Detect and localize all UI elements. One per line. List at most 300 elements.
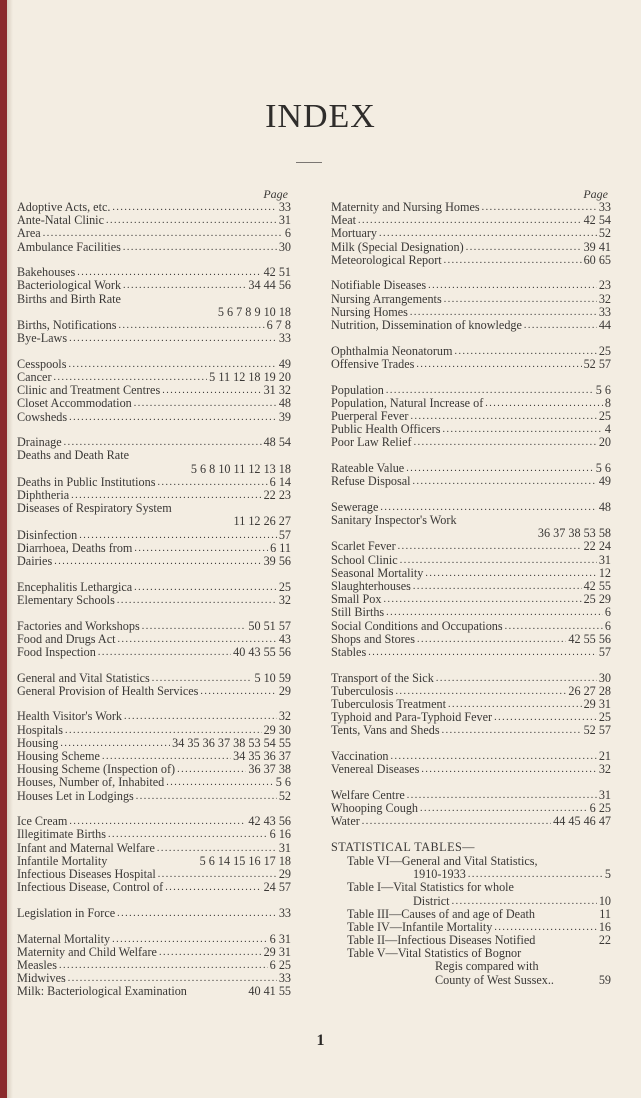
index-entry-label: Rateable Value xyxy=(331,460,405,475)
dot-leader xyxy=(494,920,596,934)
dot-leader xyxy=(79,528,277,542)
index-entry-pages-continued: 11 12 26 27 xyxy=(233,514,291,529)
dot-leader xyxy=(136,789,277,803)
index-entry-label: Cesspools xyxy=(17,356,67,371)
index-entry-label: Houses, Number of, Inhabited xyxy=(17,775,165,790)
dot-leader xyxy=(159,945,262,959)
index-entry-label: Nursing Arrangements xyxy=(331,291,442,306)
dot-leader xyxy=(59,958,268,972)
dot-leader xyxy=(157,475,267,489)
index-entry-label: Elementary Schools xyxy=(17,592,115,607)
index-entry-pages: 10 xyxy=(598,893,611,908)
dot-leader xyxy=(414,435,597,449)
index-entry-pages: 22 23 xyxy=(263,488,291,503)
index-entry-pages: 43 xyxy=(278,631,291,646)
dot-leader xyxy=(442,723,582,737)
index-entry-label: Public Health Officers xyxy=(331,422,441,437)
index-entry xyxy=(331,358,611,371)
index-entry-pages: 33 xyxy=(598,199,611,214)
index-entry-label: Births and Birth Rate xyxy=(17,291,121,306)
statistical-tables-list xyxy=(331,855,611,987)
index-entry-pages: 52 xyxy=(598,226,611,241)
index-entry-label: Stables xyxy=(331,644,367,659)
dot-leader xyxy=(444,253,582,267)
index-entry-label: Table V—Vital Statistics of Bognor xyxy=(347,946,522,961)
index-entry-label: Social Conditions and Occupations xyxy=(331,618,503,633)
dot-leader xyxy=(396,684,567,698)
dot-leader xyxy=(379,226,597,240)
index-entry-pages: 5 6 14 15 16 17 18 xyxy=(199,853,291,868)
index-list-right xyxy=(331,201,611,841)
dot-leader xyxy=(442,422,602,436)
dot-leader xyxy=(436,671,597,685)
index-entry-label: Refuse Disposal xyxy=(331,474,411,489)
index-entry-pages: 24 57 xyxy=(263,880,291,895)
dot-leader xyxy=(69,331,277,345)
index-entry xyxy=(331,254,611,267)
index-entry-pages: 57 xyxy=(598,644,611,659)
index-entry-label: Welfare Centre xyxy=(331,787,405,802)
index-entry-pages: 33 xyxy=(278,331,291,346)
index-entry-label: Births, Notifications xyxy=(17,317,117,332)
index-entry-pages: 39 56 xyxy=(263,553,291,568)
index-entry-label: Encephalitis Lethargica xyxy=(17,579,133,594)
dot-leader xyxy=(162,383,261,397)
dot-leader xyxy=(383,592,581,606)
index-entry-pages: 48 xyxy=(598,499,611,514)
index-entry-label: General Provision of Health Services xyxy=(17,683,199,698)
index-entry-pages: 40 43 55 56 xyxy=(233,644,291,659)
index-entry-pages: 48 54 xyxy=(263,435,291,450)
index-entry-pages: 31 xyxy=(598,787,611,802)
index-entry-pages: 25 xyxy=(278,579,291,594)
dot-leader xyxy=(452,894,597,908)
dot-leader xyxy=(134,580,277,594)
index-entry-label: Scarlet Fever xyxy=(331,539,396,554)
index-entry-label: Maternity and Child Welfare xyxy=(17,944,157,959)
index-entry-label: Bye-Laws xyxy=(17,331,68,346)
index-entry-pages-continued: 36 37 38 53 58 xyxy=(537,526,611,541)
index-entry-label: Population, Natural Increase of xyxy=(331,395,484,410)
index-entry-pages: 29 xyxy=(278,683,291,698)
dot-leader xyxy=(68,357,276,371)
index-entry-pages: 5 10 59 xyxy=(254,670,291,685)
page-gutter-shadow xyxy=(7,0,13,1098)
index-entry-label: Nutrition, Dissemination of knowledge xyxy=(331,317,522,332)
index-entry-label: 1910-1933 xyxy=(413,867,466,882)
index-entry-pages: 33 xyxy=(278,905,291,920)
index-entry-pages: 32 xyxy=(598,291,611,306)
index-entry-label: Meat xyxy=(331,213,357,228)
dot-leader xyxy=(65,723,262,737)
index-entry-label: Table III—Causes of and age of Death xyxy=(347,906,535,921)
dot-leader xyxy=(165,880,261,894)
dot-leader xyxy=(112,200,276,214)
dot-leader xyxy=(158,867,277,881)
index-entry-label: Food and Drugs Act xyxy=(17,631,116,646)
dot-leader xyxy=(98,645,231,659)
index-entry xyxy=(331,815,611,828)
index-entry-pages: 42 51 xyxy=(263,265,291,280)
index-entry-label: Dairies xyxy=(17,553,53,568)
index-entry-label: Puerperal Fever xyxy=(331,408,409,423)
index-entry-pages: 11 xyxy=(599,906,611,921)
dot-leader xyxy=(54,370,208,384)
index-entry-pages: 59 xyxy=(598,972,611,987)
index-entry-pages: 32 xyxy=(278,592,291,607)
index-entry-label: Ice Cream xyxy=(17,814,68,829)
index-entry xyxy=(17,881,291,894)
page-title: INDEX xyxy=(265,98,376,135)
index-entry-label: Diphtheria xyxy=(17,488,70,503)
dot-leader xyxy=(117,593,277,607)
index-entry-pages: 22 xyxy=(598,933,611,948)
dot-leader xyxy=(60,736,170,750)
index-entry-label: School Clinic xyxy=(331,552,398,567)
index-entry-pages: 4 xyxy=(604,422,611,437)
index-entry-label: Sewerage xyxy=(331,499,379,514)
page-column-header: Page xyxy=(263,187,288,201)
index-entry-label: Table II—Infectious Diseases Notified xyxy=(347,933,536,948)
index-entry-label: Transport of the Sick xyxy=(331,670,434,685)
index-entry-pages: 23 xyxy=(598,278,611,293)
dot-leader xyxy=(410,305,597,319)
index-entry xyxy=(17,594,291,607)
index-entry-label: Clinic and Treatment Centres xyxy=(17,383,161,398)
dot-leader xyxy=(425,566,596,580)
index-entry xyxy=(17,293,291,306)
dot-leader xyxy=(77,265,261,279)
dot-leader xyxy=(117,906,277,920)
dot-leader xyxy=(362,814,551,828)
index-entry-label: Poor Law Relief xyxy=(331,435,412,450)
index-entry-pages: 60 65 xyxy=(583,252,611,267)
index-entry-pages: 29 31 xyxy=(583,696,611,711)
dot-leader xyxy=(71,488,261,502)
index-entry-pages: 49 xyxy=(598,474,611,489)
dot-leader xyxy=(112,932,268,946)
index-entry-pages: 25 xyxy=(598,408,611,423)
index-entry-label: Population xyxy=(331,382,384,397)
dot-leader xyxy=(468,867,603,881)
index-entry-pages: 49 xyxy=(278,356,291,371)
page-number: 1 xyxy=(316,1032,325,1049)
dot-leader xyxy=(466,240,582,254)
index-entry-pages: 52 57 xyxy=(583,356,611,371)
index-entry-label: Table IV—Infantile Mortality xyxy=(347,919,493,934)
index-entry-label: Diseases of Respiratory System xyxy=(17,501,172,516)
index-entry-pages: 52 xyxy=(278,788,291,803)
dot-leader xyxy=(386,383,594,397)
index-entry xyxy=(331,436,611,449)
index-entry-pages: 8 xyxy=(604,395,611,410)
index-entry-label: Deaths in Public Institutions xyxy=(17,474,156,489)
index-entry xyxy=(17,411,291,424)
index-entry-pages: 6 31 xyxy=(269,931,291,946)
dot-leader xyxy=(134,396,277,410)
index-entry-label: Whooping Cough xyxy=(331,801,419,816)
index-entry xyxy=(17,332,291,345)
dot-leader xyxy=(391,749,597,763)
index-entry-pages: 44 xyxy=(598,317,611,332)
index-entry-label: Factories and Workshops xyxy=(17,618,140,633)
index-entry-label: Slaughterhouses xyxy=(331,578,411,593)
dot-leader xyxy=(524,318,597,332)
index-entry-label: Drainage xyxy=(17,435,62,450)
index-entry-label: Still Births xyxy=(331,605,385,620)
dot-leader xyxy=(43,226,283,240)
index-entry-pages: 42 43 56 xyxy=(248,814,291,829)
index-entry-label: Ophthalmia Neonatorum xyxy=(331,343,453,358)
index-entry xyxy=(347,895,611,908)
index-entry-label: Notifiable Diseases xyxy=(331,278,427,293)
index-entry-pages: 31 xyxy=(278,213,291,228)
index-entry-pages: 6 25 xyxy=(589,801,611,816)
dot-leader xyxy=(54,554,261,568)
index-entry-label: Houses Let in Lodgings xyxy=(17,788,134,803)
index-entry xyxy=(331,475,611,488)
dot-leader xyxy=(448,697,582,711)
index-entry-pages: 25 xyxy=(598,343,611,358)
index-entry xyxy=(17,450,291,463)
index-entry-pages: 32 xyxy=(598,762,611,777)
index-entry-pages: 42 55 xyxy=(583,578,611,593)
index-entry-pages: 31 xyxy=(278,840,291,855)
index-entry-pages: 33 xyxy=(598,304,611,319)
index-entry-label: Illegitimate Births xyxy=(17,827,107,842)
index-entry-label: Housing xyxy=(17,735,59,750)
dot-leader xyxy=(123,278,246,292)
index-entry-pages: 16 xyxy=(598,919,611,934)
index-entry-pages: 34 35 36 37 xyxy=(233,749,291,764)
title-rule xyxy=(296,162,322,163)
index-entry-pages: 39 xyxy=(278,409,291,424)
index-entry-pages: 29 xyxy=(278,867,291,882)
index-entry-label: Infectious Diseases Hospital xyxy=(17,867,156,882)
index-entry-pages: 31 32 xyxy=(263,383,291,398)
dot-leader xyxy=(413,474,597,488)
dot-leader xyxy=(108,827,268,841)
index-entry-pages: 30 xyxy=(278,239,291,254)
index-entry xyxy=(17,241,291,254)
index-entry-pages: 6 xyxy=(604,605,611,620)
dot-leader xyxy=(106,213,277,227)
dot-leader xyxy=(166,775,274,789)
index-entry-pages: 6 14 xyxy=(269,474,291,489)
index-entry xyxy=(17,842,291,855)
index-column-left xyxy=(17,188,291,999)
page-column-header: Page xyxy=(583,187,608,201)
index-entry-pages: 5 xyxy=(604,867,611,882)
index-entry-pages: 6 xyxy=(604,618,611,633)
dot-leader xyxy=(455,344,597,358)
index-entry-label: Infantile Mortality xyxy=(17,853,108,868)
index-entry-label: Shops and Stores xyxy=(331,631,415,646)
index-entry xyxy=(17,646,291,659)
index-entry xyxy=(331,763,611,776)
index-entry-label: Infectious Disease, Control of xyxy=(17,880,164,895)
index-entry-label: Regis compared with xyxy=(435,959,539,974)
dot-leader xyxy=(398,539,582,553)
index-entry-label: Cowsheds xyxy=(17,409,68,424)
index-entry xyxy=(17,907,291,920)
dot-leader xyxy=(380,500,596,514)
index-entry-label: Table I—Vital Statistics for whole xyxy=(347,880,514,895)
index-entry-pages: 34 44 56 xyxy=(248,278,291,293)
index-entry-label: Midwives xyxy=(17,971,66,986)
dot-leader xyxy=(358,213,582,227)
index-entry-pages: 44 45 46 47 xyxy=(553,814,611,829)
index-entry-label: Food Inspection xyxy=(17,644,96,659)
index-entry-label: Mortuary xyxy=(331,226,378,241)
index-entry-label: Housing Scheme xyxy=(17,749,100,764)
dot-leader xyxy=(118,632,277,646)
index-entry-label: Tuberculosis Treatment xyxy=(331,696,447,711)
index-entry-label: Cancer xyxy=(17,370,52,385)
index-entry-pages: 5 11 12 18 19 20 xyxy=(209,370,291,385)
index-entry-label: Tents, Vans and Sheds xyxy=(331,723,440,738)
dot-leader xyxy=(482,200,597,214)
index-entry-pages: 6 xyxy=(284,226,291,241)
index-entry-label: Area xyxy=(17,226,41,241)
index-entry-label: Small Pox xyxy=(331,592,382,607)
index-entry-label: Maternal Mortality xyxy=(17,931,111,946)
dot-leader xyxy=(368,645,597,659)
index-entry-pages: 20 xyxy=(598,435,611,450)
dot-leader xyxy=(428,278,597,292)
index-entry-pages: 5 6 xyxy=(595,460,611,475)
index-entry-label: Hospitals xyxy=(17,722,64,737)
index-entry-label: General and Vital Statistics xyxy=(17,670,150,685)
index-entry-label: Maternity and Nursing Homes xyxy=(331,199,480,214)
index-entry-pages: 25 xyxy=(598,710,611,725)
dot-leader xyxy=(64,435,262,449)
dot-leader xyxy=(413,579,582,593)
dot-leader xyxy=(134,541,268,555)
index-entry-label: Offensive Trades xyxy=(331,356,415,371)
index-entry xyxy=(17,279,291,292)
index-entry-label: Ante-Natal Clinic xyxy=(17,213,104,228)
book-spine-edge xyxy=(0,0,7,1098)
index-entry xyxy=(17,790,291,803)
dot-leader xyxy=(505,619,603,633)
index-entry-label: Seasonal Mortality xyxy=(331,565,424,580)
index-entry-pages-continued: 5 6 8 10 11 12 13 18 xyxy=(190,461,291,476)
dot-leader xyxy=(386,605,603,619)
index-entry xyxy=(331,646,611,659)
index-entry-label: Ambulance Facilities xyxy=(17,239,121,254)
dot-leader xyxy=(102,749,231,763)
index-entry-label: County of West Sussex.. xyxy=(435,972,554,987)
index-entry xyxy=(347,974,611,987)
index-entry-pages: 34 35 36 37 38 53 54 55 xyxy=(172,735,291,750)
index-entry-label: Health Visitor's Work xyxy=(17,709,122,724)
dot-leader xyxy=(421,762,596,776)
dot-leader xyxy=(177,762,246,776)
index-entry xyxy=(17,555,291,568)
dot-leader xyxy=(494,710,597,724)
index-entry-pages: 6 25 xyxy=(269,957,291,972)
index-entry-pages: 30 xyxy=(598,670,611,685)
index-entry xyxy=(331,724,611,737)
index-entry-pages: 33 xyxy=(278,199,291,214)
index-entry-pages: 6 11 xyxy=(270,540,291,555)
dot-leader xyxy=(411,409,597,423)
index-entry xyxy=(331,319,611,332)
index-entry-pages: 32 xyxy=(278,709,291,724)
index-entry-label: Tuberculosis xyxy=(331,683,394,698)
index-entry-pages: 26 27 28 xyxy=(568,683,611,698)
dot-leader xyxy=(485,396,603,410)
index-entry-pages: 42 54 xyxy=(583,213,611,228)
index-entry-pages-continued: 5 6 7 8 9 10 18 xyxy=(217,304,291,319)
dot-leader xyxy=(416,357,581,371)
index-entry xyxy=(347,961,611,974)
index-entry-pages: 31 xyxy=(598,552,611,567)
index-entry-label: Table VI—General and Vital Statistics, xyxy=(347,853,538,868)
index-entry-pages: 22 24 xyxy=(583,539,611,554)
index-entry-label: District xyxy=(413,893,450,908)
index-entry-label: Infant and Maternal Welfare xyxy=(17,840,155,855)
dot-leader xyxy=(69,410,277,424)
index-entry-pages: 36 37 38 xyxy=(248,762,291,777)
dot-leader xyxy=(68,971,277,985)
index-entry-pages: 25 29 xyxy=(583,592,611,607)
index-entry-pages: 39 41 xyxy=(583,239,611,254)
dot-leader xyxy=(400,553,597,567)
dot-leader xyxy=(142,619,247,633)
index-entry-pages: 33 xyxy=(278,971,291,986)
index-entry-pages: 29 30 xyxy=(263,722,291,737)
index-entry-label: Closet Accommodation xyxy=(17,396,132,411)
index-column-right xyxy=(331,188,611,987)
index-entry-pages: 42 55 56 xyxy=(568,631,611,646)
index-entry xyxy=(17,985,291,998)
index-entry-label: Adoptive Acts, etc. xyxy=(17,199,111,214)
index-entry-pages: 48 xyxy=(278,396,291,411)
index-entry-label: Bakehouses xyxy=(17,265,76,280)
index-entry-pages: 57 xyxy=(278,527,291,542)
index-entry-label: Housing Scheme (Inspection of) xyxy=(17,762,176,777)
index-entry-pages: 29 31 xyxy=(263,944,291,959)
index-entry-pages: 52 57 xyxy=(583,723,611,738)
index-entry-pages: 40 41 55 xyxy=(248,984,291,999)
dot-leader xyxy=(152,671,253,685)
index-entry-label: Diarrhoea, Deaths from xyxy=(17,540,133,555)
statistical-tables-heading: STATISTICAL TABLES— xyxy=(331,840,475,854)
index-entry-label: Nursing Homes xyxy=(331,304,408,319)
dot-leader xyxy=(123,240,277,254)
index-entry-pages: 50 51 57 xyxy=(248,618,291,633)
index-entry-label: Disinfection xyxy=(17,527,78,542)
dot-leader xyxy=(407,788,597,802)
dot-leader xyxy=(69,814,246,828)
index-entry-label: Vaccination xyxy=(331,749,389,764)
index-entry-label: Legislation in Force xyxy=(17,905,116,920)
dot-leader xyxy=(119,318,265,332)
index-entry-pages: 12 xyxy=(598,565,611,580)
index-entry-label: Water xyxy=(331,814,360,829)
dot-leader xyxy=(124,709,277,723)
index-entry-pages: 6 7 8 xyxy=(266,317,291,332)
index-entry-pages: 21 xyxy=(598,749,611,764)
index-entry-label: Sanitary Inspector's Work xyxy=(331,513,457,528)
index-entry-label: Typhoid and Para-Typhoid Fever xyxy=(331,710,493,725)
index-entry-label: Meteorological Report xyxy=(331,252,442,267)
dot-leader xyxy=(420,801,588,815)
index-entry-label: Milk (Special Designation) xyxy=(331,239,464,254)
index-entry-pages: 5 6 xyxy=(595,382,611,397)
